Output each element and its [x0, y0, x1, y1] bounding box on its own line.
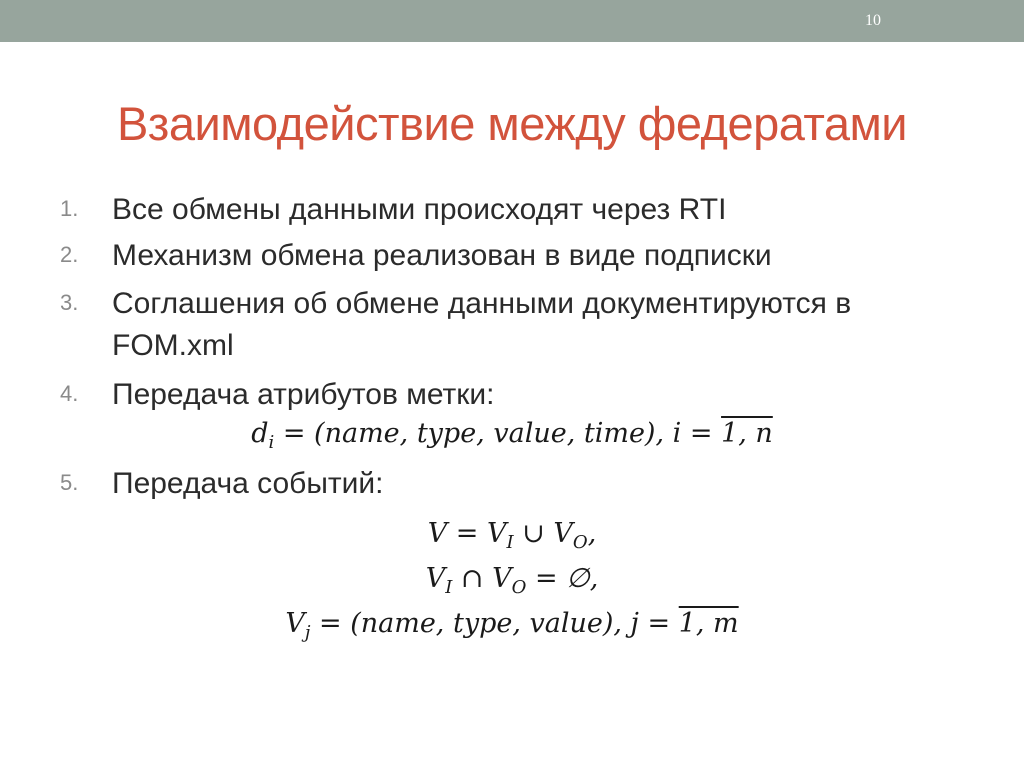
list-text-continuation: FOM.xml	[112, 329, 234, 362]
list-number: 2.	[60, 242, 79, 267]
list-text: Передача событий:	[112, 467, 384, 500]
formula-attributes: $d_i$ = (name, type, value, time), i = 1, n	[251, 418, 773, 453]
list-number: 5.	[60, 470, 79, 495]
list-number: 4.	[60, 381, 79, 406]
list-text: Все обмены данными происходят через RTI	[112, 193, 727, 226]
list-number: 3.	[60, 290, 79, 315]
formula-events-set: $V_j$ = (name, type, value), j = 1, m	[285, 608, 739, 643]
list-number: 1.	[60, 196, 79, 221]
list-text: Механизм обмена реализован в виде подписки	[112, 239, 772, 272]
slide-number: 10	[865, 12, 881, 29]
list-text: Соглашения об обмене данными документируются в	[112, 287, 852, 320]
formula-events-union: $V = V_I$ ∪ $V_O$,	[427, 518, 597, 553]
top-bar	[0, 0, 1024, 42]
formula-events-intersection: $V_I$ ∩ $V_O$ = ∅,	[425, 563, 599, 598]
slide-title: Взаимодействие между федератами	[116, 97, 908, 150]
list-text: Передача атрибутов метки:	[112, 378, 495, 411]
